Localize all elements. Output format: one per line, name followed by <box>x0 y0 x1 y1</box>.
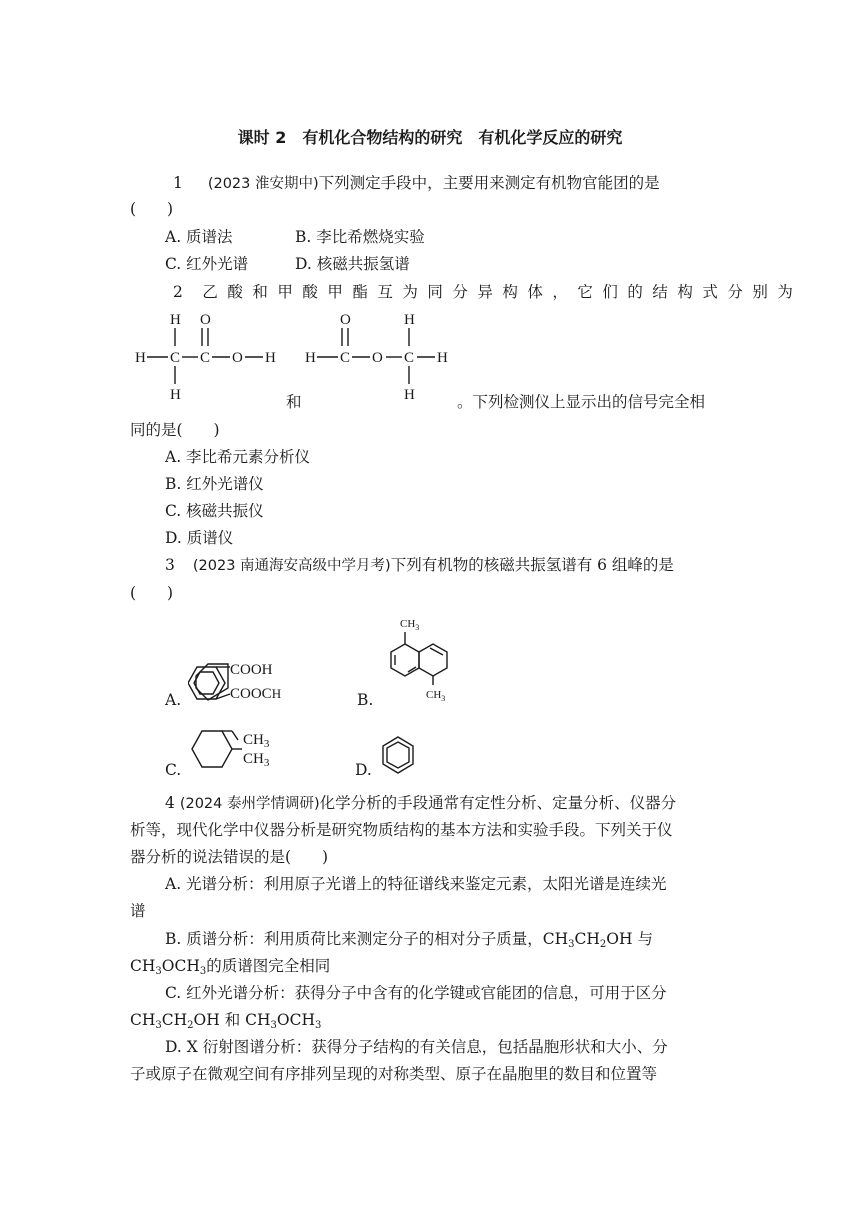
option-c: C. 红外光谱 <box>165 255 249 273</box>
structure-b <box>380 612 460 702</box>
question-3-line <box>165 555 674 576</box>
option-c: C. 红外光谱分析：获得分子中含有的化学键或官能团的信息，可用于区分 <box>165 984 667 1002</box>
structure-a <box>188 652 338 712</box>
option-a: A. 质谱法 <box>165 228 233 246</box>
methyl-upper: $CH_3$ <box>243 732 270 750</box>
structure-d-benzene <box>380 735 420 775</box>
atom: O <box>372 350 383 366</box>
option-b: B. 李比希燃烧实验 <box>295 228 425 246</box>
question-stem-cont: 析等，现代化学中仪器分析是研究物质结构的基本方法和实验手段。下列关于仪 <box>130 821 673 839</box>
option-b: B. 质谱分析：利用质荷比来测定分子的相对分子质量，$CH_3CH_2OH$ 与 <box>165 930 653 950</box>
question-number: 2 <box>173 283 193 301</box>
structure-c <box>188 722 298 777</box>
atom: C <box>200 350 211 366</box>
acetic-acid-structure <box>130 308 290 408</box>
option-a: A. 李比希元素分析仪 <box>165 448 311 466</box>
methyl-formate-structure <box>300 308 465 408</box>
question-number: 1 <box>173 174 183 192</box>
option-a-cont: 谱 <box>130 902 146 920</box>
question-stem-cont: 。下列检测仪上显示出的信号完全相 <box>457 393 706 411</box>
question-number: 4 <box>165 794 175 812</box>
question-stem: 下列有机物的核磁共振氢谱有 6 组峰的是 <box>390 556 674 574</box>
option-a-label: A. <box>165 691 182 709</box>
question-stem: 下列测定手段中，主要用来测定有机物官能团的是 <box>318 174 660 192</box>
question-number: 3 <box>165 556 175 574</box>
group-cooh: COOH <box>230 662 273 678</box>
page-title: 课时 2 有机化合物结构的研究 有机化学反应的研究 <box>237 128 623 147</box>
methyl-top: $CH_3$ <box>400 618 420 632</box>
group-coo-methyl: COOCH <box>230 686 282 702</box>
atom: O <box>232 350 243 366</box>
question-source: (2023 淮安期中) <box>207 176 319 192</box>
question-stem-cont: 器分析的说法错误的是( ) <box>130 848 329 866</box>
atom: C <box>340 350 351 366</box>
question-stem: 乙酸和甲酸甲酯互为同分异构体，它们的结构式分别为 <box>202 283 803 301</box>
atom: H <box>437 350 448 366</box>
atom: O <box>200 312 211 328</box>
methyl-bottom: $CH_3$ <box>426 689 446 702</box>
option-b: B. 红外光谱仪 <box>165 475 264 493</box>
option-b-label: B. <box>357 691 374 709</box>
atom: O <box>340 312 351 328</box>
atom: H <box>265 350 276 366</box>
atom: H <box>170 387 181 403</box>
answer-paren: ( ) <box>130 584 174 602</box>
option-d: D. X 衍射图谱分析：获得分子结构的有关信息，包括晶胞形状和大小、分 <box>165 1038 668 1056</box>
question-2-line <box>173 282 802 302</box>
question-1-line <box>173 173 660 194</box>
methyl-lower: $CH_3$ <box>243 751 270 769</box>
atom: C <box>404 350 415 366</box>
option-d: D. 核磁共振氢谱 <box>295 255 410 273</box>
option-d-label: D. <box>355 761 372 779</box>
option-a: A. 光谱分析：利用原子光谱上的特征谱线来鉴定元素，太阳光谱是连续光 <box>165 875 667 893</box>
atom: C <box>170 350 181 366</box>
option-b-cont: $CH_3OCH_3$的质谱图完全相同 <box>130 957 331 977</box>
question-4-line <box>165 793 676 814</box>
atom: H <box>170 312 181 328</box>
atom: H <box>404 387 415 403</box>
option-d: D. 质谱仪 <box>165 529 234 547</box>
connector-he: 和 <box>286 393 302 411</box>
atom: H <box>404 312 415 328</box>
question-source: (2024 泰州学情调研) <box>179 796 320 812</box>
option-c-label: C. <box>165 761 182 779</box>
atom: H <box>135 350 146 366</box>
option-c-cont: $CH_3CH_2OH$ 和 $CH_3OCH_3$ <box>130 1011 322 1031</box>
question-stem-cont: 同的是( ) <box>130 421 220 439</box>
answer-paren: ( ) <box>130 200 174 218</box>
question-source: (2023 南通海安高级中学月考) <box>192 558 391 574</box>
question-stem: 化学分析的手段通常有定性分析、定量分析、仪器分 <box>319 794 677 812</box>
option-c: C. 核磁共振仪 <box>165 502 264 520</box>
atom: H <box>305 350 316 366</box>
option-d-cont: 子或原子在微观空间有序排列呈现的对称类型、原子在晶胞里的数目和位置等 <box>130 1065 658 1083</box>
